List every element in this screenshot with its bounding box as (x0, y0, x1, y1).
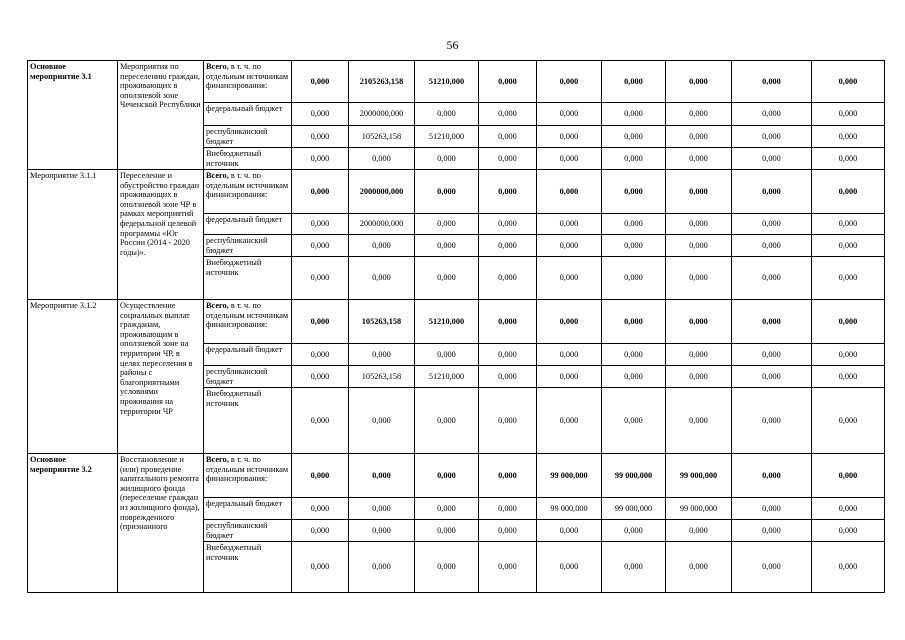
amount-cell: 0,000 (415, 257, 479, 300)
amount-cell: 0,000 (415, 542, 479, 593)
amount-cell: 99 000,000 (602, 498, 666, 520)
amount-cell: 0,000 (415, 214, 479, 235)
amount-cell: 0,000 (666, 61, 732, 103)
amount-cell: 0,000 (479, 103, 537, 126)
table-row-total (28, 170, 885, 214)
amount-cell: 0,000 (602, 148, 666, 170)
funding-source (204, 366, 292, 388)
amount-cell: 0,000 (292, 542, 349, 593)
amount-cell: 0,000 (479, 300, 537, 344)
amount-cell: 105263,158 (349, 300, 415, 344)
funding-source-total-label: Всего, (206, 62, 229, 71)
amount-cell: 0,000 (537, 214, 602, 235)
funding-source (204, 542, 292, 593)
amount-cell: 0,000 (537, 235, 602, 257)
funding-source-label: Внебюджетный источник (206, 149, 262, 168)
amount-cell: 0,000 (479, 520, 537, 542)
amount-cell: 0,000 (812, 103, 885, 126)
amount-cell: 0,000 (732, 235, 812, 257)
amount-cell: 0,000 (666, 366, 732, 388)
amount-cell: 0,000 (292, 344, 349, 366)
funding-source (204, 148, 292, 170)
amount-cell: 0,000 (349, 520, 415, 542)
funding-source (204, 61, 292, 103)
amount-cell: 0,000 (479, 235, 537, 257)
amount-cell: 0,000 (602, 235, 666, 257)
amount-cell: 0,000 (479, 366, 537, 388)
amount-cell: 0,000 (292, 103, 349, 126)
amount-cell: 51210,000 (415, 61, 479, 103)
amount-cell: 0,000 (732, 257, 812, 300)
amount-cell: 0,000 (812, 344, 885, 366)
amount-cell: 0,000 (812, 148, 885, 170)
amount-cell: 0,000 (537, 520, 602, 542)
funding-source (204, 257, 292, 300)
amount-cell: 0,000 (479, 126, 537, 148)
funding-source-label: Внебюджетный источник (206, 258, 262, 277)
amount-cell: 0,000 (349, 257, 415, 300)
funding-source (204, 454, 292, 498)
amount-cell: 0,000 (732, 344, 812, 366)
funding-source-label: Внебюджетный источник (206, 389, 262, 408)
amount-cell: 0,000 (479, 388, 537, 454)
amount-cell: 0,000 (349, 235, 415, 257)
amount-cell: 0,000 (292, 388, 349, 454)
amount-cell: 0,000 (666, 344, 732, 366)
amount-cell: 0,000 (415, 388, 479, 454)
amount-cell: 0,000 (415, 148, 479, 170)
funding-source-label: в т. ч. по отдельным источникам финансирования: (206, 62, 289, 91)
measure-description: Переселение и обустройство граждан проживающих в оползневой зоне ЧР в рамках мероприятий федеральной целевой программы «Юг России (2014 - 2020 годы)». (118, 170, 204, 300)
amount-cell: 2000000,000 (349, 170, 415, 214)
funding-source (204, 300, 292, 344)
amount-cell: 0,000 (732, 366, 812, 388)
amount-cell: 0,000 (292, 454, 349, 498)
funding-source-label: в т. ч. по отдельным источникам финансирования: (206, 455, 289, 484)
table-row-total (28, 300, 885, 344)
amount-cell: 0,000 (732, 300, 812, 344)
amount-cell: 0,000 (602, 61, 666, 103)
amount-cell: 0,000 (537, 300, 602, 344)
amount-cell: 0,000 (666, 542, 732, 593)
amount-cell: 0,000 (479, 257, 537, 300)
amount-cell: 0,000 (415, 498, 479, 520)
amount-cell: 0,000 (292, 126, 349, 148)
amount-cell: 0,000 (479, 170, 537, 214)
amount-cell: 0,000 (666, 126, 732, 148)
funding-source (204, 126, 292, 148)
amount-cell: 51210,000 (415, 366, 479, 388)
funding-source (204, 520, 292, 542)
amount-cell: 0,000 (732, 148, 812, 170)
amount-cell: 0,000 (666, 170, 732, 214)
amount-cell: 0,000 (602, 257, 666, 300)
amount-cell: 0,000 (415, 520, 479, 542)
funding-source-label: в т. ч. по отдельным источникам финансирования: (206, 171, 289, 200)
funding-source-label: республиканский бюджет (206, 236, 268, 255)
amount-cell: 0,000 (349, 344, 415, 366)
funding-source (204, 214, 292, 235)
amount-cell: 0,000 (732, 126, 812, 148)
funding-source-total-label: Всего, (206, 171, 229, 180)
amount-cell: 0,000 (292, 257, 349, 300)
funding-source (204, 170, 292, 214)
funding-source-label: федеральный бюджет (206, 345, 283, 354)
amount-cell: 0,000 (415, 454, 479, 498)
amount-cell: 0,000 (732, 170, 812, 214)
amount-cell: 0,000 (292, 214, 349, 235)
funding-source-label: в т. ч. по отдельным источникам финансирования: (206, 301, 289, 330)
amount-cell: 0,000 (349, 148, 415, 170)
amount-cell: 0,000 (732, 388, 812, 454)
table-row-total (28, 454, 885, 498)
amount-cell: 0,000 (666, 388, 732, 454)
amount-cell: 0,000 (292, 520, 349, 542)
measure-name: Основное мероприятие 3.1 (28, 61, 118, 170)
amount-cell: 0,000 (602, 126, 666, 148)
amount-cell: 0,000 (537, 170, 602, 214)
amount-cell: 2000000,000 (349, 214, 415, 235)
amount-cell: 0,000 (292, 366, 349, 388)
amount-cell: 0,000 (292, 498, 349, 520)
amount-cell: 0,000 (479, 498, 537, 520)
amount-cell: 99 000,000 (666, 498, 732, 520)
amount-cell: 0,000 (537, 366, 602, 388)
amount-cell: 0,000 (479, 454, 537, 498)
amount-cell: 0,000 (732, 542, 812, 593)
amount-cell: 0,000 (602, 103, 666, 126)
amount-cell: 0,000 (812, 235, 885, 257)
amount-cell: 0,000 (292, 235, 349, 257)
funding-source-total-label: Всего, (206, 301, 229, 310)
amount-cell: 0,000 (812, 170, 885, 214)
amount-cell: 0,000 (812, 542, 885, 593)
measure-name: Основное мероприятие 3.2 (28, 454, 118, 593)
amount-cell: 0,000 (666, 214, 732, 235)
amount-cell: 0,000 (602, 388, 666, 454)
amount-cell: 0,000 (732, 214, 812, 235)
amount-cell: 0,000 (732, 520, 812, 542)
amount-cell: 0,000 (415, 103, 479, 126)
amount-cell: 0,000 (479, 344, 537, 366)
amount-cell: 0,000 (812, 61, 885, 103)
amount-cell: 0,000 (292, 148, 349, 170)
amount-cell: 0,000 (602, 170, 666, 214)
amount-cell: 0,000 (812, 388, 885, 454)
amount-cell: 0,000 (812, 454, 885, 498)
amount-cell: 0,000 (537, 61, 602, 103)
amount-cell: 0,000 (812, 257, 885, 300)
amount-cell: 0,000 (666, 235, 732, 257)
amount-cell: 0,000 (479, 148, 537, 170)
amount-cell: 0,000 (812, 300, 885, 344)
amount-cell: 0,000 (349, 388, 415, 454)
amount-cell: 0,000 (602, 300, 666, 344)
amount-cell: 0,000 (415, 344, 479, 366)
amount-cell: 0,000 (537, 148, 602, 170)
amount-cell: 99 000,000 (666, 454, 732, 498)
measure-name: Мероприятие 3.1.2 (28, 300, 118, 454)
amount-cell: 51210,000 (415, 126, 479, 148)
funding-source (204, 388, 292, 454)
amount-cell: 0,000 (537, 103, 602, 126)
funding-source-label: республиканский бюджет (206, 367, 268, 386)
amount-cell: 0,000 (479, 61, 537, 103)
funding-source-label: Внебюджетный источник (206, 543, 262, 562)
amount-cell: 0,000 (732, 61, 812, 103)
amount-cell: 99 000,000 (602, 454, 666, 498)
financing-table (27, 60, 885, 593)
funding-source-label: республиканский бюджет (206, 127, 268, 146)
amount-cell: 0,000 (812, 214, 885, 235)
amount-cell: 0,000 (812, 126, 885, 148)
amount-cell: 0,000 (602, 366, 666, 388)
amount-cell: 2000000,000 (349, 103, 415, 126)
amount-cell: 0,000 (292, 170, 349, 214)
amount-cell: 0,000 (415, 235, 479, 257)
amount-cell: 0,000 (537, 542, 602, 593)
measure-description: Осуществление социальных выплат гражданам, проживающим в оползневой зоне на территории ЧР, в целях переселения в районы с благоприятными условиями проживания на территории ЧР (118, 300, 204, 454)
amount-cell: 0,000 (732, 498, 812, 520)
table-row-total (28, 61, 885, 103)
funding-source-label: федеральный бюджет (206, 215, 283, 224)
amount-cell: 0,000 (537, 388, 602, 454)
amount-cell: 0,000 (292, 300, 349, 344)
amount-cell: 0,000 (732, 103, 812, 126)
amount-cell: 0,000 (666, 257, 732, 300)
amount-cell: 0,000 (602, 344, 666, 366)
amount-cell: 0,000 (537, 257, 602, 300)
amount-cell: 0,000 (666, 520, 732, 542)
amount-cell: 2105263,158 (349, 61, 415, 103)
amount-cell: 0,000 (666, 103, 732, 126)
amount-cell: 0,000 (349, 542, 415, 593)
measure-description: Мероприятия по переселению граждан, проживающих в оползневой зоне Чеченской Республики (118, 61, 204, 170)
funding-source-label: республиканский бюджет (206, 521, 268, 540)
amount-cell: 0,000 (479, 214, 537, 235)
amount-cell: 0,000 (812, 366, 885, 388)
amount-cell: 0,000 (479, 542, 537, 593)
measure-description: Восстановление и (или) проведение капитального ремонта жилищного фонда (переселение граждан из жилищного фонда), поврежденного (признанного (118, 454, 204, 593)
amount-cell: 105263,158 (349, 126, 415, 148)
amount-cell: 0,000 (602, 520, 666, 542)
amount-cell: 0,000 (602, 214, 666, 235)
funding-source (204, 498, 292, 520)
funding-source-label: федеральный бюджет (206, 499, 283, 508)
funding-source-label: федеральный бюджет (206, 104, 283, 113)
amount-cell: 0,000 (666, 300, 732, 344)
amount-cell: 0,000 (812, 498, 885, 520)
measure-name: Мероприятие 3.1.1 (28, 170, 118, 300)
amount-cell: 0,000 (292, 61, 349, 103)
amount-cell: 0,000 (537, 126, 602, 148)
amount-cell: 0,000 (349, 454, 415, 498)
funding-source (204, 235, 292, 257)
page-number: 56 (446, 38, 459, 52)
amount-cell: 0,000 (415, 170, 479, 214)
amount-cell: 99 000,000 (537, 498, 602, 520)
amount-cell: 105263,158 (349, 366, 415, 388)
amount-cell: 99 000,000 (537, 454, 602, 498)
amount-cell: 0,000 (732, 454, 812, 498)
amount-cell: 0,000 (666, 148, 732, 170)
funding-source (204, 103, 292, 126)
amount-cell: 0,000 (812, 520, 885, 542)
amount-cell: 0,000 (349, 498, 415, 520)
amount-cell: 51210,000 (415, 300, 479, 344)
amount-cell: 0,000 (537, 344, 602, 366)
amount-cell: 0,000 (602, 542, 666, 593)
funding-source (204, 344, 292, 366)
funding-source-total-label: Всего, (206, 455, 229, 464)
